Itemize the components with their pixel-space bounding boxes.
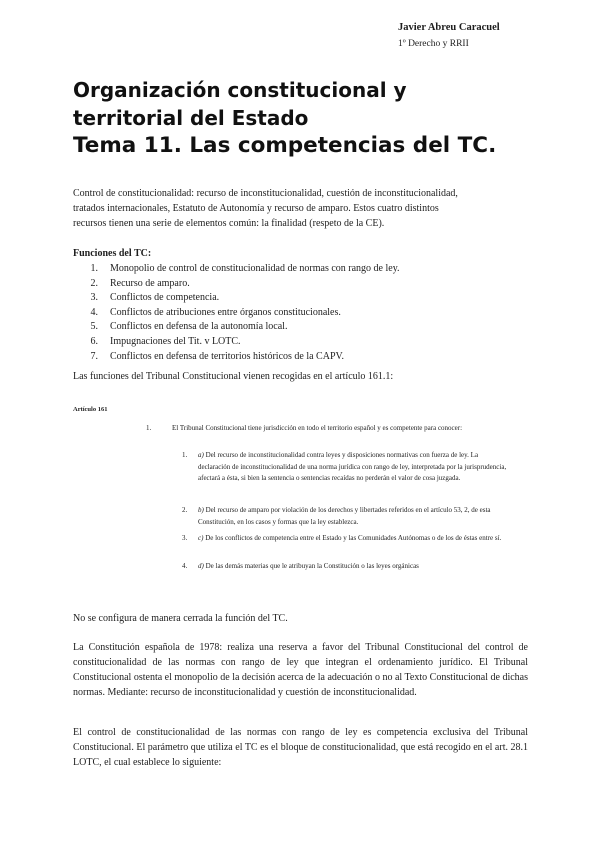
list-text: Conflictos en defensa de territorios históricos de la CAPV. — [110, 350, 344, 362]
article-item-text: El Tribunal Constitucional tiene jurisdicción en todo el territorio español y es competente para conocer: — [172, 424, 463, 432]
subitem-text: Del recurso de inconstitucionalidad contra leyes y disposiciones normativas con fuerza de ley. La declaración de inconstitucionalidad de una norma jurídica con rango de ley, interpretada por la jurisprudencia, afectará a ésta, si bien la sentencia o sentencias recaídas no perderán el valor de cosa juzgada. — [198, 451, 507, 482]
list-item — [73, 291, 400, 306]
list-number: 2. — [90, 277, 98, 289]
list-item — [73, 335, 400, 350]
body-paragraph-2: La Constitución española de 1978: realiza una reserva a favor del Tribunal Constitucional del control de constitucionalidad de las normas con rango de ley que integran el ordenamiento jurídico. El Tribunal Constitucional ostenta el monopolio de la decisión acerca de la adecuación o no al Texto Constitucional de dichas normas. Mediante: recurso de inconstitucionalidad y cuestión de inconstitucionalidad. — [73, 642, 528, 698]
title-line-1: Organización constitucional y — [73, 78, 407, 102]
subitem-number: 2. — [182, 506, 188, 514]
list-text: Impugnaciones del Tit. v LOTC. — [110, 335, 241, 347]
subitem-letter: c) — [198, 534, 204, 542]
document-title — [73, 76, 543, 160]
intro-paragraph — [73, 186, 528, 231]
subitem-text: Del recurso de amparo por violación de los derechos y libertades referidos en el artículo 53, 2, de esta Constitución, en los casos y formas que la ley establezca. — [198, 506, 491, 526]
subitem-letter: b) — [198, 506, 204, 514]
article-label: Artículo 161 — [73, 406, 108, 413]
list-text: Conflictos de atribuciones entre órganos constitucionales. — [110, 306, 341, 318]
list-number: 6. — [90, 335, 98, 347]
list-item — [73, 277, 400, 292]
functions-closing: Las funciones del Tribunal Constitucional vienen recogidas en el artículo 161.1: — [73, 371, 394, 382]
list-text: Conflictos en defensa de la autonomía local. — [110, 321, 288, 333]
article-item-number: 1. — [146, 424, 152, 432]
author-name: Javier Abreu Caracuel — [398, 22, 500, 33]
list-number: 4. — [90, 306, 98, 318]
functions-list — [73, 262, 400, 364]
subitem-number: 4. — [182, 562, 188, 570]
functions-heading: Funciones del TC: — [73, 248, 152, 259]
list-item — [73, 320, 400, 335]
intro-line-2: tratados internacionales, Estatuto de Autonomía y recurso de amparo. Estos cuatro distintos — [73, 203, 439, 214]
body-paragraph-1: No se configura de manera cerrada la función del TC. — [73, 613, 288, 624]
list-text: Monopolio de control de constitucionalidad de normas con rango de ley. — [110, 263, 400, 274]
list-item — [73, 350, 400, 365]
list-number: 3. — [90, 292, 98, 304]
intro-line-1: Control de constitucionalidad: recurso de inconstitucionalidad, cuestión de inconstitucionalidad, — [73, 188, 458, 199]
title-line-2: territorial del Estado — [73, 106, 309, 130]
list-number: 5. — [90, 321, 98, 333]
body-paragraph-3: El control de constitucionalidad de las normas con rango de ley es competencia exclusiva del Tribunal Constitucional. El parámetro que utiliza el TC es el bloque de constitucionalidad, que está recogido en el art. 28.1 LOTC, el cual establece lo siguiente: — [73, 727, 528, 768]
subitem-text: De las demás materias que le atribuyan la Constitución o las leyes orgánicas — [205, 562, 419, 570]
intro-line-3: recursos tienen una serie de elementos común: la finalidad (respeto de la CE). — [73, 218, 385, 229]
subitem-number: 1. — [182, 451, 188, 459]
list-item — [73, 306, 400, 321]
subitem-number: 3. — [182, 534, 188, 542]
list-number: 7. — [90, 350, 98, 362]
subitem-text: De los conflictos de competencia entre el Estado y las Comunidades Autónomas o de los de éstas entre sí. — [205, 534, 502, 542]
list-text: Conflictos de competencia. — [110, 292, 220, 304]
list-number: 1. — [90, 263, 98, 274]
subitem-letter: a) — [198, 451, 204, 459]
list-text: Recurso de amparo. — [110, 277, 190, 289]
list-item — [73, 262, 400, 277]
course-label: 1º Derecho y RRII — [398, 39, 469, 49]
subitem-letter: d) — [198, 562, 204, 570]
title-line-3: Tema 11. Las competencias del TC. — [73, 133, 497, 158]
